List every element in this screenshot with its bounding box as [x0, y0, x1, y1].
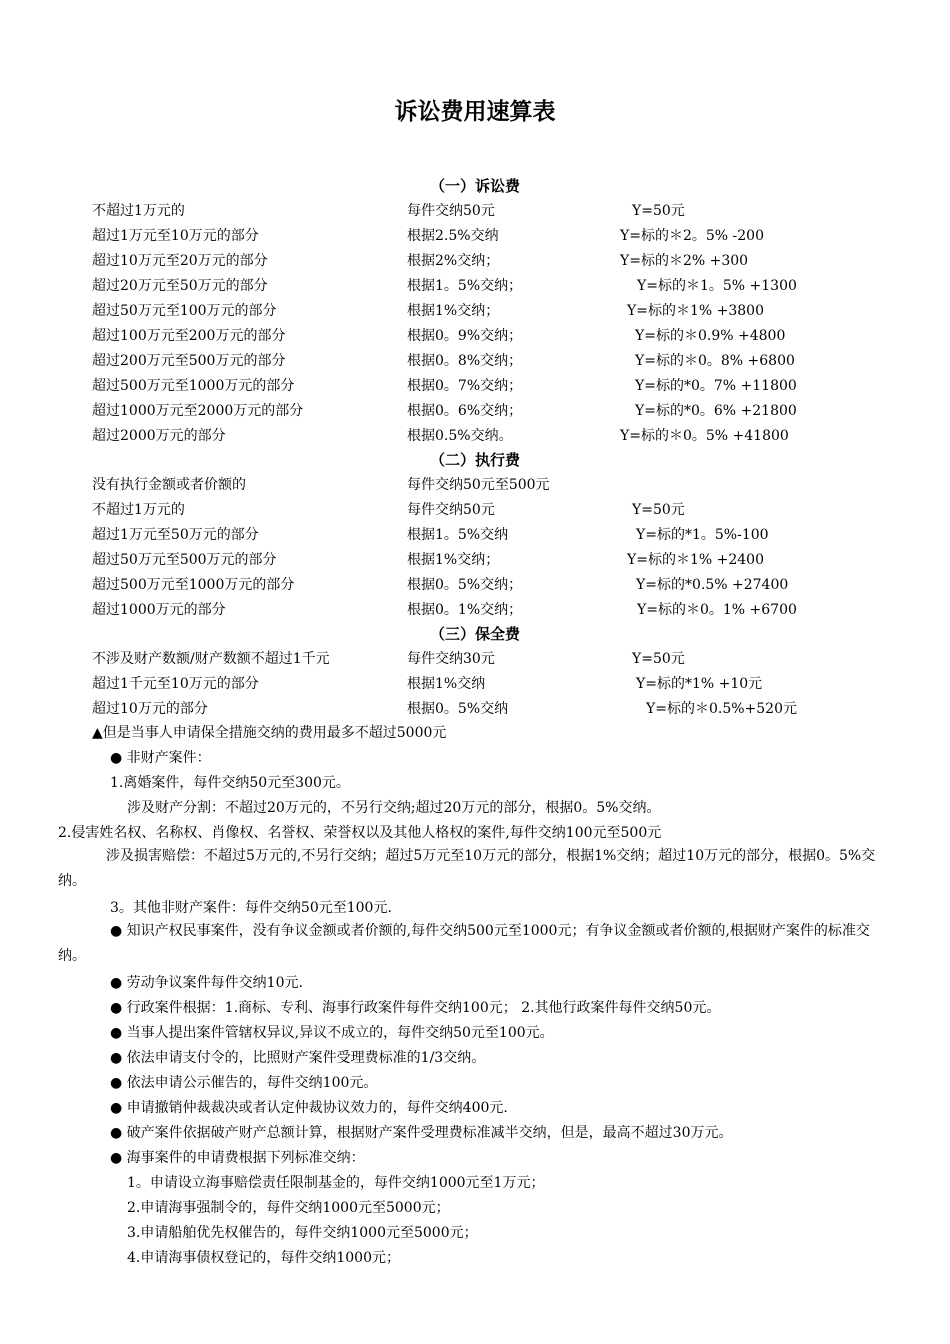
rule-cell: 根据0。5%交纳 — [407, 701, 509, 717]
range-cell: 超过500万元至1000万元的部分 — [92, 378, 295, 394]
table-row — [0, 499, 950, 521]
table-row — [0, 200, 950, 222]
range-cell: 超过2000万元的部分 — [92, 428, 226, 444]
range-cell: 超过1万元至50万元的部分 — [92, 527, 259, 543]
range-cell: 不超过1万元的 — [92, 502, 185, 518]
rule-cell: 根据1。5%交纳 — [407, 527, 509, 543]
labor-dispute-note: ● 劳动争议案件每件交纳10元. — [110, 975, 303, 991]
rule-cell: 每件交纳50元至500元 — [407, 477, 550, 493]
range-cell: 超过1000万元的部分 — [92, 602, 226, 618]
rule-cell: 根据2.5%交纳 — [407, 228, 499, 244]
rule-cell: 根据1。5%交纳； — [407, 278, 523, 294]
range-cell: 超过500万元至1000万元的部分 — [92, 577, 295, 593]
formula-cell: Y=标的*0.5% +27400 — [636, 577, 789, 593]
rule-cell: 根据0。1%交纳； — [407, 602, 523, 618]
maritime-item-4: 4.申请海事债权登记的，每件交纳1000元； — [127, 1250, 400, 1266]
table-row — [0, 350, 950, 372]
public-summons-note: ● 依法申请公示催告的，每件交纳100元。 — [110, 1075, 378, 1091]
rule-cell: 根据0。8%交纳； — [407, 353, 523, 369]
range-cell: 超过20万元至50万元的部分 — [92, 278, 268, 294]
formula-cell: Y=标的＊2。5% -200 — [620, 228, 764, 244]
table-row — [0, 574, 950, 596]
range-cell: 超过1千元至10万元的部分 — [92, 676, 259, 692]
range-cell: 超过10万元至20万元的部分 — [92, 253, 268, 269]
formula-cell: Y=标的＊0。5% +41800 — [620, 428, 789, 444]
table-row — [0, 375, 950, 397]
range-cell: 超过100万元至200万元的部分 — [92, 328, 286, 344]
rule-cell: 根据0。9%交纳； — [407, 328, 523, 344]
rule-cell: 每件交纳30元 — [407, 651, 495, 667]
table-row — [0, 549, 950, 571]
table-row — [0, 599, 950, 621]
range-cell: 超过1000万元至2000万元的部分 — [92, 403, 304, 419]
table-row — [0, 698, 950, 720]
personality-rights-note: 2.侵害姓名权、名称权、肖像权、名誉权、荣誉权以及其他人格权的案件,每件交纳100元至500元 — [58, 825, 662, 841]
rule-cell: 根据1%交纳； — [407, 303, 500, 319]
rule-cell: 根据1%交纳； — [407, 552, 500, 568]
rule-cell: 根据0。5%交纳； — [407, 577, 523, 593]
table-row — [0, 225, 950, 247]
range-cell: 超过1万元至10万元的部分 — [92, 228, 259, 244]
range-cell: 超过200万元至500万元的部分 — [92, 353, 286, 369]
table-row — [0, 648, 950, 670]
formula-cell: Y=50元 — [632, 502, 685, 518]
section-execution-heading: （二）执行费 — [429, 451, 520, 469]
rule-cell: 根据2%交纳； — [407, 253, 500, 269]
maritime-item-3: 3.申请船舶优先权催告的，每件交纳1000元至5000元； — [127, 1225, 478, 1241]
formula-cell: Y=标的＊1。5% +1300 — [637, 278, 797, 294]
formula-cell: Y=标的＊2% +300 — [620, 253, 749, 269]
payment-order-note: ● 依法申请支付令的，比照财产案件受理费标准的1/3交纳。 — [110, 1050, 486, 1066]
table-row — [0, 275, 950, 297]
table-row — [0, 300, 950, 322]
bankruptcy-note: ● 破产案件依据破产财产总额计算，根据财产案件受理费标准减半交纳，但是，最高不超过30万元。 — [110, 1125, 733, 1141]
rule-cell: 根据0。6%交纳； — [407, 403, 523, 419]
property-division-note: 涉及财产分割：不超过20万元的，不另行交纳;超过20万元的部分，根据0。5%交纳。 — [127, 800, 661, 816]
rule-cell: 根据0。7%交纳； — [407, 378, 523, 394]
rule-cell: 根据0.5%交纳。 — [407, 428, 513, 444]
maritime-heading: ● 海事案件的申请费根据下列标准交纳： — [110, 1150, 365, 1166]
formula-cell: Y=标的＊0。8% +6800 — [635, 353, 795, 369]
divorce-note: 1.离婚案件，每件交纳50元至300元。 — [110, 775, 350, 791]
formula-cell: Y=标的*0。7% +11800 — [635, 378, 797, 394]
section-preservation-heading: （三）保全费 — [429, 625, 520, 643]
arbitration-note: ● 申请撤销仲裁裁决或者认定仲裁协议效力的，每件交纳400元. — [110, 1100, 508, 1116]
table-row — [0, 524, 950, 546]
formula-cell: Y=标的＊0。1% +6700 — [637, 602, 797, 618]
other-non-property-note: 3。其他非财产案件：每件交纳50元至100元. — [110, 900, 392, 916]
formula-cell: Y=标的＊0.5%+520元 — [646, 701, 797, 717]
range-cell: 不涉及财产数额/财产数额不超过1千元 — [92, 651, 330, 667]
page-title: 诉讼费用速算表 — [394, 99, 556, 125]
range-cell: 没有执行金额或者价额的 — [92, 477, 246, 493]
range-cell: 超过50万元至500万元的部分 — [92, 552, 277, 568]
formula-cell: Y=标的*1% +10元 — [636, 676, 763, 692]
preservation-cap-note: ▲但是当事人申请保全措施交纳的费用最多不超过5000元 — [92, 725, 447, 741]
non-property-heading: ● 非财产案件： — [110, 750, 211, 766]
rule-cell: 根据1%交纳 — [407, 676, 486, 692]
formula-cell: Y=标的＊1% +3800 — [627, 303, 764, 319]
maritime-item-1: 1。申请设立海事赔偿责任限制基金的，每件交纳1000元至1万元； — [127, 1175, 545, 1191]
maritime-item-2: 2.申请海事强制令的，每件交纳1000元至5000元； — [127, 1200, 450, 1216]
table-row — [0, 250, 950, 272]
formula-cell: Y=50元 — [632, 651, 685, 667]
table-row — [0, 474, 950, 496]
ip-cases-note: ● 知识产权民事案件，没有争议金额或者价额的,每件交纳500元至1000元；有争议金额或者价额的,根据财产案件的标准交纳。 — [58, 923, 870, 964]
formula-cell: Y=标的＊1% +2400 — [627, 552, 764, 568]
damages-note: 涉及损害赔偿：不超过5万元的,不另行交纳；超过5万元至10万元的部分，根据1%交纳；超过10万元的部分，根据0。5%交纳。 — [58, 848, 876, 889]
formula-cell: Y=标的*1。5%-100 — [636, 527, 769, 543]
rule-cell: 每件交纳50元 — [407, 203, 495, 219]
administrative-cases-note: ● 行政案件根据：1.商标、专利、海事行政案件每件交纳100元； 2.其他行政案件每件交纳50元。 — [110, 1000, 721, 1016]
range-cell: 超过10万元的部分 — [92, 701, 208, 717]
rule-cell: 每件交纳50元 — [407, 502, 495, 518]
table-row — [0, 325, 950, 347]
table-row — [0, 425, 950, 447]
table-row — [0, 400, 950, 422]
section-litigation-heading: （一）诉讼费 — [429, 177, 520, 195]
range-cell: 不超过1万元的 — [92, 203, 185, 219]
formula-cell: Y=标的*0。6% +21800 — [635, 403, 797, 419]
range-cell: 超过50万元至100万元的部分 — [92, 303, 277, 319]
jurisdiction-objection-note: ● 当事人提出案件管辖权异议,异议不成立的，每件交纳50元至100元。 — [110, 1025, 554, 1041]
formula-cell: Y=标的＊0.9% +4800 — [635, 328, 786, 344]
table-row — [0, 673, 950, 695]
formula-cell: Y=50元 — [632, 203, 685, 219]
